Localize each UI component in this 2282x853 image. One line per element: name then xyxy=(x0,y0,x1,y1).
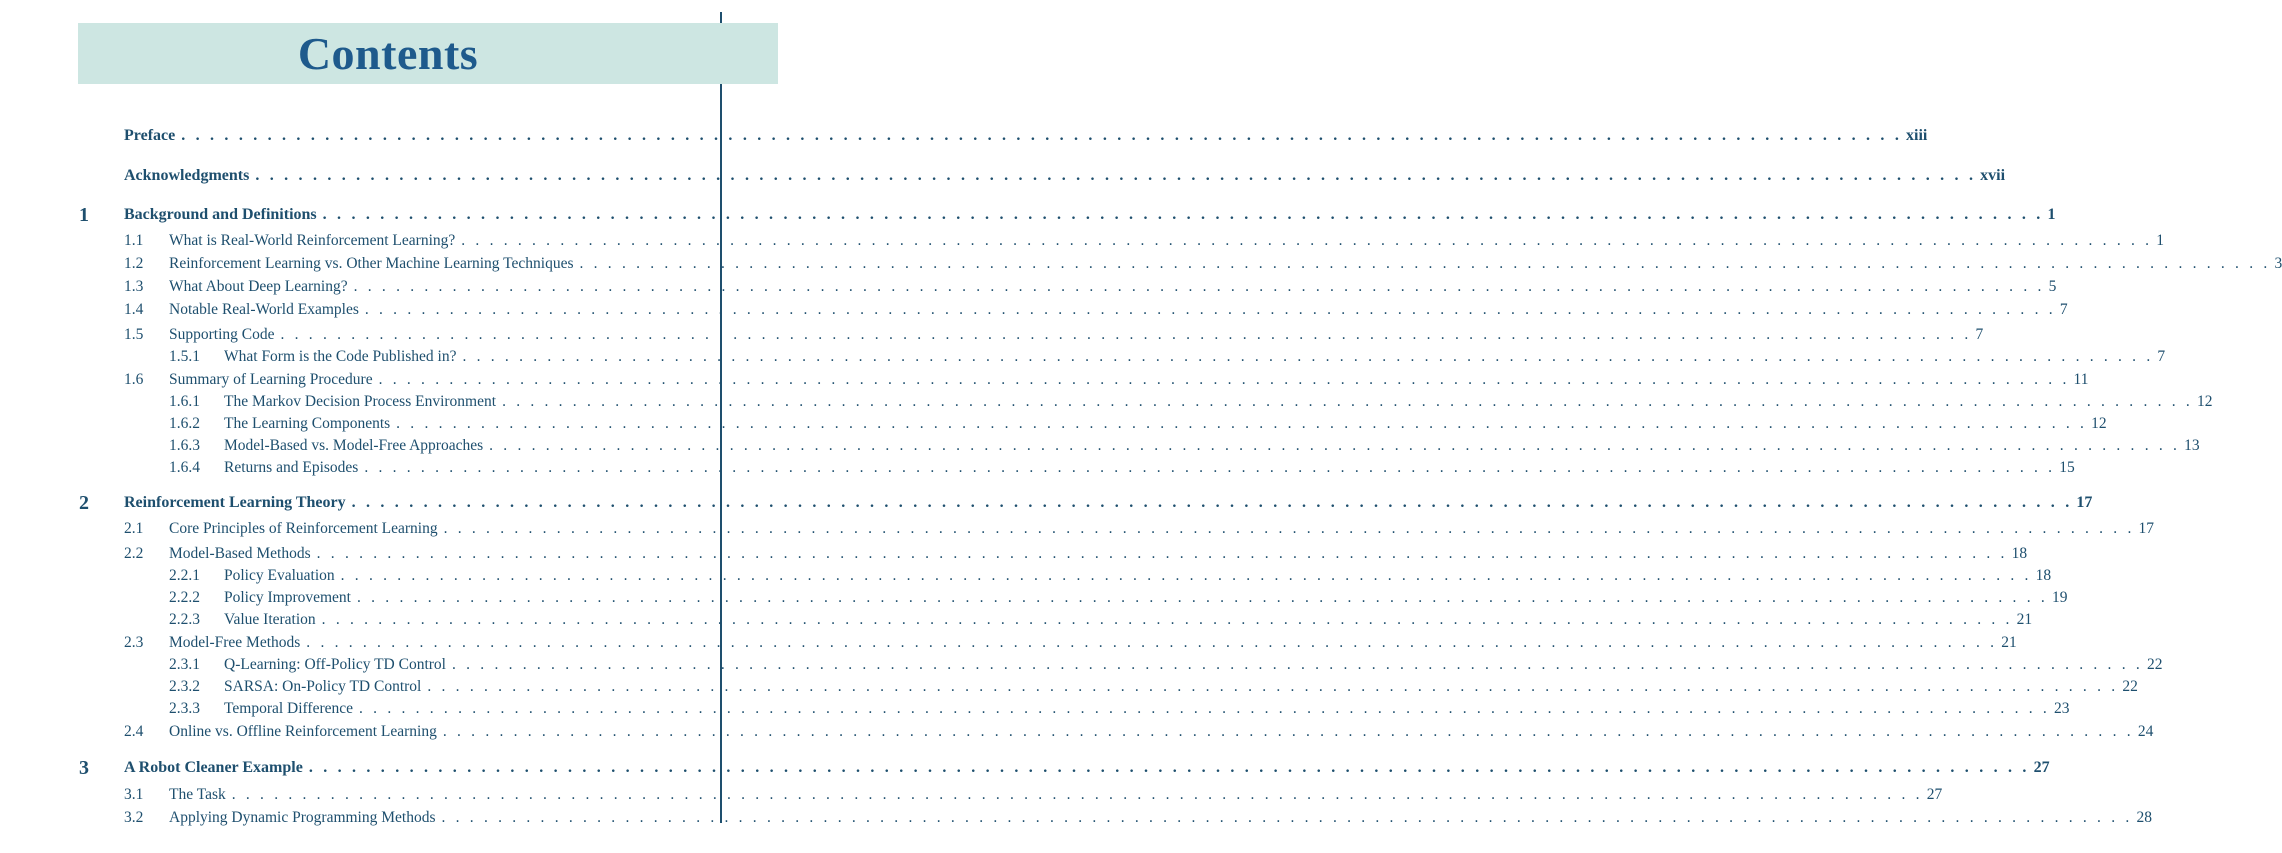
toc-entry-number: 1.1 xyxy=(124,232,144,249)
toc-entry-number: 2.3.2 xyxy=(169,678,200,695)
dot-leader: . . . . . . . . . . . . . . . . . . . . . . . . . . . . . . . . . . . . . . . . . . . . . . . . . . . . . . . . . . . . . . . . . . . . . . . . . . . . . . . . . . . . . . . . . . . . . . . . . . . . . . . . . . . . . . . . . . . . . . . . xyxy=(359,700,2050,717)
dot-leader: . . . . . . . . . . . . . . . . . . . . . . . . . . . . . . . . . . . . . . . . . . . . . . . . . . . . . . . . . . . . . . . . . . . . . . . . . . . . . . . . . . . . . . . . . . . . . . . . . . . . . . . . . . . . . . . . . . . . . . . . xyxy=(502,393,2193,410)
toc-entry[interactable] xyxy=(0,654,2163,676)
dot-leader: . . . . . . . . . . . . . . . . . . . . . . . . . . . . . . . . . . . . . . . . . . . . . . . . . . . . . . . . . . . . . . . . . . . . . . . . . . . . . . . . . . . . . . . . . . . . . . . . . . . . . . . . . . . . . . . . . . . . . . . . xyxy=(396,415,2088,432)
toc-entry-line xyxy=(169,807,2152,829)
toc-entry-title: Model-Based vs. Model-Free Approaches xyxy=(224,435,489,457)
toc-entry-number: 1.5.1 xyxy=(169,348,200,365)
toc-entry-line xyxy=(224,457,2075,479)
toc-entry-page: 24 xyxy=(2137,723,2154,740)
toc-entry-page: 11 xyxy=(2073,371,2089,388)
toc-entry-page: 1 xyxy=(2047,206,2056,223)
toc-entry-number: 2.1 xyxy=(124,520,144,537)
toc-entry-number: 1.2 xyxy=(124,255,144,272)
toc-entry-number: 1.6 xyxy=(124,371,144,388)
toc-entry-number: 2.2.1 xyxy=(169,567,200,584)
toc-entry[interactable] xyxy=(0,230,2164,252)
toc-entry-title: Online vs. Offline Reinforcement Learning xyxy=(169,721,443,743)
toc-entry-line xyxy=(169,632,2017,654)
toc-entry[interactable] xyxy=(0,676,2138,698)
toc-entry-line xyxy=(224,609,2033,631)
dot-leader: . . . . . . . . . . . . . . . . . . . . . . . . . . . . . . . . . . . . . . . . . . . . . . . . . . . . . . . . . . . . . . . . . . . . . . . . . . . . . . . . . . . . . . . . . . . . . . . . . . . . . . . . . . . . . . . . . . . . . . . . xyxy=(231,786,1923,803)
toc-entry-title: Returns and Episodes xyxy=(224,457,364,479)
toc-entry-page: 7 xyxy=(1975,326,1984,343)
toc-entry-number: 2.2.2 xyxy=(169,589,200,606)
dot-leader: . . . . . . . . . . . . . . . . . . . . . . . . . . . . . . . . . . . . . . . . . . . . . . . . . . . . . . . . . . . . . . . . . . . . . . . . . . . . . . . . . . . . . . . . . . . . . . . . . . . . . . . . . . . . . . . . . . . . . . . . xyxy=(461,232,2153,249)
toc-entry[interactable] xyxy=(0,413,2107,435)
toc-entry-page: 21 xyxy=(2001,634,2017,651)
toc-entry-title: The Markov Decision Process Environment xyxy=(224,391,502,413)
toc-entry-title: Applying Dynamic Programming Methods xyxy=(169,807,442,829)
toc-entry[interactable] xyxy=(0,587,2068,609)
toc-entry-line xyxy=(224,698,2070,720)
toc-entry-line xyxy=(124,492,2093,514)
toc-entry-line xyxy=(124,757,2050,779)
toc-entry-title: Value Iteration xyxy=(224,609,322,631)
toc-entry-page: 15 xyxy=(2059,459,2075,476)
toc-entry-number: 2.4 xyxy=(124,723,144,740)
toc-entry-line xyxy=(169,324,1984,346)
dot-leader: . . . . . . . . . . . . . . . . . . . . . . . . . . . . . . . . . . . . . . . . . . . . . . . . . . . . . . . . . . . . . . . . . . . . . . . . . . . . . . . . . . . . . . . . . . . . . . . . . . . . . . . . . . . . . . . . . . . . . . . . xyxy=(364,301,2056,318)
toc-entry-page: xiii xyxy=(1906,127,1928,144)
toc-entry-title: Reinforcement Learning vs. Other Machine Learning Techniques xyxy=(169,253,580,275)
dot-leader: . . . . . . . . . . . . . . . . . . . . . . . . . . . . . . . . . . . . . . . . . . . . . . . . . . . . . . . . . . . . . . . . . . . . . . . . . . . . . . . . . . . . . . . . . . . . . . . . . . . . . . . . . . . . . . . . . . . . . . . . xyxy=(316,545,2008,562)
toc-entry[interactable] xyxy=(0,632,2017,654)
toc-entry[interactable] xyxy=(0,807,2152,829)
toc-entry-page: 18 xyxy=(2011,545,2028,562)
toc-entry-number: 1.6.3 xyxy=(169,437,200,454)
toc-entry[interactable] xyxy=(0,698,2070,720)
toc-entry-title: Preface xyxy=(124,125,181,147)
toc-entry-line xyxy=(224,413,2107,435)
toc-entry-number: 1.6.4 xyxy=(169,459,200,476)
toc-entry-line xyxy=(169,369,2089,391)
dot-leader: . . . . . . . . . . . . . . . . . . . . . . . . . . . . . . . . . . . . . . . . . . . . . . . . . . . . . . . . . . . . . . . . . . . . . . . . . . . . . . . . . . . . . . . . . . . . . . . . . . . . . . . . . . . . . . . . . . . . . . . . xyxy=(441,809,2133,826)
toc-entry-title: Reinforcement Learning Theory xyxy=(124,492,352,514)
toc-entry-title: What About Deep Learning? xyxy=(169,276,354,298)
toc-entry-page: 21 xyxy=(2016,611,2033,628)
dot-leader: . . . . . . . . . . . . . . . . . . . . . . . . . . . . . . . . . . . . . . . . . . . . . . . . . . . . . . . . . . . . . . . . . . . . . . . . . . . . . . . . . . . . . . . . . . . . . . . . . . . . . . . . . . . . . . . . . . . . . . . . xyxy=(364,459,2056,476)
toc-entry[interactable] xyxy=(0,784,1943,806)
toc-entry-title: What Form is the Code Published in? xyxy=(224,346,462,368)
toc-entry-title: Supporting Code xyxy=(169,324,281,346)
toc-entry-number: 3 xyxy=(79,757,89,779)
toc-entry-title: Model-Free Methods xyxy=(169,632,306,654)
toc-entry-line xyxy=(169,543,2028,565)
dot-leader: . . . . . . . . . . . . . . . . . . . . . . . . . . . . . . . . . . . . . . . . . . . . . . . . . . . . . . . . . . . . . . . . . . . . . . . . . . . . . . . . . . . . . . . . . . . . . . . . . . . . . . . . . . . . . . . . . . . . . . . . xyxy=(353,278,2045,295)
dot-leader: . . . . . . . . . . . . . . . . . . . . . . . . . . . . . . . . . . . . . . . . . . . . . . . . . . . . . . . . . . . . . . . . . . . . . . . . . . . . . . . . . . . . . . . . . . . . . . . . . . . . . . . . . . . . . . . . . . . . . . . . xyxy=(489,437,2181,454)
toc-entry-line xyxy=(224,391,2213,413)
toc-entry-page: 17 xyxy=(2138,520,2155,537)
toc-entry-line xyxy=(169,721,2154,743)
toc-entry-title: Policy Evaluation xyxy=(224,565,341,587)
toc-entry-line xyxy=(169,299,2068,321)
toc-entry-page: 5 xyxy=(2048,278,2057,295)
toc-entry-page: 12 xyxy=(2197,393,2213,410)
toc-entry-line xyxy=(224,565,2052,587)
toc-entry[interactable] xyxy=(0,346,2166,368)
toc-entry-page: 28 xyxy=(2136,809,2152,826)
dot-leader: . . . . . . . . . . . . . . . . . . . . . . . . . . . . . . . . . . . . . . . . . . . . . . . . . . . . . . . . . . . . . . . . . . . . . . . . . . . . . . . . . . . . . . . . . . . . . . . . . . . . . . . . . . . . . . . . . . . . . . . . xyxy=(378,371,2070,388)
toc-entry-title: Policy Improvement xyxy=(224,587,357,609)
toc-entry-number: 2.2.3 xyxy=(169,611,200,628)
toc-entry[interactable] xyxy=(0,565,2052,587)
toc-entry-line xyxy=(169,276,2057,298)
toc-entry-line xyxy=(224,587,2068,609)
dot-leader: . . . . . . . . . . . . . . . . . . . . . . . . . . . . . . . . . . . . . . . . . . . . . . . . . . . . . . . . . . . . . . . . . . . . . . . . . . . . . . . . . . . . . . . . . . . . . . . . . . . . . . . . . . . . . . . . . . . . . . . . xyxy=(427,678,2119,695)
toc-entry-page: 18 xyxy=(2035,567,2052,584)
toc-entry-number: 1.6.2 xyxy=(169,415,200,432)
toc-entry-title: SARSA: On-Policy TD Control xyxy=(224,676,427,698)
toc-entry-title: Q-Learning: Off-Policy TD Control xyxy=(224,654,452,676)
dot-leader: . . . . . . . . . . . . . . . . . . . . . . . . . . . . . . . . . . . . . . . . . . . . . . . . . . . . . . . . . . . . . . . . . . . . . . . . . . . . . . . . . . . . . . . . . . . . . . . . . . . . . . . . . . . . . . . . . . . . . . . . xyxy=(452,656,2143,673)
dot-leader: . . . . . . . . . . . . . . . . . . . . . . . . . . . . . . . . . . . . . . . . . . . . . . . . . . . . . . . . . . . . . . . . . . . . . . . . . . . . . . . . . . . . . . . . . . . . . . . . . . . . . . . . . . . . . . . . . . . . . . . . xyxy=(255,167,1977,184)
toc-entry-number: 3.1 xyxy=(124,786,144,803)
toc-entry-line xyxy=(124,204,2056,226)
toc-entry[interactable] xyxy=(0,492,2093,514)
toc-entry-number: 2.2 xyxy=(124,545,144,562)
toc-entry-title: The Task xyxy=(169,784,232,806)
toc-entry-title: The Learning Components xyxy=(224,413,396,435)
dot-leader: . . . . . . . . . . . . . . . . . . . . . . . . . . . . . . . . . . . . . . . . . . . . . . . . . . . . . . . . . . . . . . . . . . . . . . . . . . . . . . . . . . . . . . . . . . . . . . . . . . . . . . . . . . . . . . . . . . . . . . . . xyxy=(321,611,2013,628)
toc-entry-line xyxy=(224,654,2163,676)
dot-leader: . . . . . . . . . . . . . . . . . . . . . . . . . . . . . . . . . . . . . . . . . . . . . . . . . . . . . . . . . . . . . . . . . . . . . . . . . . . . . . . . . . . . . . . . . . . . . . . . . . . . . . . . . . . . . . . . . . . . . . . . xyxy=(442,723,2134,740)
toc-entry-page: 13 xyxy=(2184,437,2200,454)
toc-entry-line xyxy=(169,518,2155,540)
toc-entry-number: 2.3 xyxy=(124,634,144,651)
toc-entry[interactable] xyxy=(0,276,2057,298)
toc-entry-title: Summary of Learning Procedure xyxy=(169,369,379,391)
toc-entry-line xyxy=(169,253,2282,275)
toc-entry[interactable] xyxy=(0,253,2282,275)
dot-leader: . . . . . . . . . . . . . . . . . . . . . . . . . . . . . . . . . . . . . . . . . . . . . . . . . . . . . . . . . . . . . . . . . . . . . . . . . . . . . . . . . . . . . . . . . . . . . . . . . . . . . . . . . . . . . . . . . . . . . . . . xyxy=(322,206,2044,223)
dot-leader: . . . . . . . . . . . . . . . . . . . . . . . . . . . . . . . . . . . . . . . . . . . . . . . . . . . . . . . . . . . . . . . . . . . . . . . . . . . . . . . . . . . . . . . . . . . . . . . . . . . . . . . . . . . . . . . . . . . . . . . . xyxy=(579,255,2271,272)
dot-leader: . . . . . . . . . . . . . . . . . . . . . . . . . . . . . . . . . . . . . . . . . . . . . . . . . . . . . . . . . . . . . . . . . . . . . . . . . . . . . . . . . . . . . . . . . . . . . . . . . . . . . . . . . . . . . . . . . . . . . . . . xyxy=(306,634,1998,651)
dot-leader: . . . . . . . . . . . . . . . . . . . . . . . . . . . . . . . . . . . . . . . . . . . . . . . . . . . . . . . . . . . . . . . . . . . . . . . . . . . . . . . . . . . . . . . . . . . . . . . . . . . . . . . . . . . . . . . . . . . . . . . . xyxy=(351,494,2073,511)
toc-entry-line xyxy=(124,165,2006,187)
toc-entry-page: 17 xyxy=(2076,494,2093,511)
toc-entry-title: Temporal Difference xyxy=(224,698,359,720)
toc-entry-title: Notable Real-World Examples xyxy=(169,299,365,321)
toc-entry[interactable] xyxy=(0,204,2056,226)
toc-entry-line xyxy=(224,676,2138,698)
toc-entry-number: 1.5 xyxy=(124,326,144,343)
toc-entry[interactable] xyxy=(0,299,2068,321)
toc-entry-number: 1 xyxy=(79,204,89,226)
toc-entry[interactable] xyxy=(0,457,2075,479)
toc-entry-number: 1.4 xyxy=(124,301,144,318)
dot-leader: . . . . . . . . . . . . . . . . . . . . . . . . . . . . . . . . . . . . . . . . . . . . . . . . . . . . . . . . . . . . . . . . . . . . . . . . . . . . . . . . . . . . . . . . . . . . . . . . . . . . . . . . . . . . . . . . . . . . . . . . xyxy=(340,567,2032,584)
dot-leader: . . . . . . . . . . . . . . . . . . . . . . . . . . . . . . . . . . . . . . . . . . . . . . . . . . . . . . . . . . . . . . . . . . . . . . . . . . . . . . . . . . . . . . . . . . . . . . . . . . . . . . . . . . . . . . . . . . . . . . . . xyxy=(357,589,2048,606)
toc-entry[interactable] xyxy=(0,609,2033,631)
toc-entry-page: 7 xyxy=(2059,301,2068,318)
toc-entry[interactable] xyxy=(0,391,2213,413)
toc-entry-title: A Robot Cleaner Example xyxy=(124,757,309,779)
toc-entry-page: 3 xyxy=(2274,255,2282,272)
dot-leader: . . . . . . . . . . . . . . . . . . . . . . . . . . . . . . . . . . . . . . . . . . . . . . . . . . . . . . . . . . . . . . . . . . . . . . . . . . . . . . . . . . . . . . . . . . . . . . . . . . . . . . . . . . . . . . . . . . . . . . . . xyxy=(443,520,2135,537)
toc-entry-page: 12 xyxy=(2091,415,2107,432)
toc-entry-page: 22 xyxy=(2146,656,2163,673)
toc-entry[interactable] xyxy=(0,125,1928,147)
toc-entry-page: 23 xyxy=(2053,700,2070,717)
toc-entry-number: 2.3.3 xyxy=(169,700,200,717)
toc-entry[interactable] xyxy=(0,435,2200,457)
dot-leader: . . . . . . . . . . . . . . . . . . . . . . . . . . . . . . . . . . . . . . . . . . . . . . . . . . . . . . . . . . . . . . . . . . . . . . . . . . . . . . . . . . . . . . . . . . . . . . . . . . . . . . . . . . . . . . . . . . . . . . . . xyxy=(308,759,2030,776)
toc-entry-title: What is Real-World Reinforcement Learning? xyxy=(169,230,461,252)
toc-entry[interactable] xyxy=(0,165,2006,187)
toc-entry[interactable] xyxy=(0,757,2050,779)
dot-leader: . . . . . . . . . . . . . . . . . . . . . . . . . . . . . . . . . . . . . . . . . . . . . . . . . . . . . . . . . . . . . . . . . . . . . . . . . . . . . . . . . . . . . . . . . . . . . . . . . . . . . . . . . . . . . . . . . . . . . . . . xyxy=(462,348,2154,365)
toc-entry-title: Acknowledgments xyxy=(124,165,255,187)
toc-entry-page: 1 xyxy=(2156,232,2164,249)
toc-entry[interactable] xyxy=(0,369,2089,391)
toc-entry-number: 3.2 xyxy=(124,809,144,826)
toc-entry[interactable] xyxy=(0,324,1984,346)
toc-entry-line xyxy=(124,125,1928,147)
toc-entry-number: 2 xyxy=(79,492,89,514)
toc-entry-page: 27 xyxy=(1926,786,1943,803)
toc-entry-page: 27 xyxy=(2033,759,2050,776)
toc-entry-number: 2.3.1 xyxy=(169,656,200,673)
page-title: Contents xyxy=(297,28,479,79)
toc-entry[interactable] xyxy=(0,721,2154,743)
toc-entry-line xyxy=(169,784,1943,806)
toc-entry-number: 1.3 xyxy=(124,278,144,295)
toc-entry-line xyxy=(224,346,2166,368)
toc-entry-title: Background and Definitions xyxy=(124,204,323,226)
toc-entry-page: 22 xyxy=(2122,678,2138,695)
toc-entry-page: xvii xyxy=(1980,167,2006,184)
toc-entry-title: Model-Based Methods xyxy=(169,543,317,565)
dot-leader: . . . . . . . . . . . . . . . . . . . . . . . . . . . . . . . . . . . . . . . . . . . . . . . . . . . . . . . . . . . . . . . . . . . . . . . . . . . . . . . . . . . . . . . . . . . . . . . . . . . . . . . . . . . . . . . . . . . . . . . . xyxy=(280,326,1972,343)
toc-entry-line xyxy=(224,435,2200,457)
toc-entry-title: Core Principles of Reinforcement Learning xyxy=(169,518,444,540)
toc-entry-number: 1.6.1 xyxy=(169,393,200,410)
toc-entry-page: 19 xyxy=(2051,589,2068,606)
toc-entry[interactable] xyxy=(0,518,2155,540)
toc-entry-page: 7 xyxy=(2157,348,2166,365)
toc-entry-line xyxy=(169,230,2164,252)
toc-entry[interactable] xyxy=(0,543,2028,565)
dot-leader: . . . . . . . . . . . . . . . . . . . . . . . . . . . . . . . . . . . . . . . . . . . . . . . . . . . . . . . . . . . . . . . . . . . . . . . . . . . . . . . . . . . . . . . . . . . . . . . . . . . . . . . . . . . . . . . . . . . . . . . . xyxy=(181,127,1903,144)
